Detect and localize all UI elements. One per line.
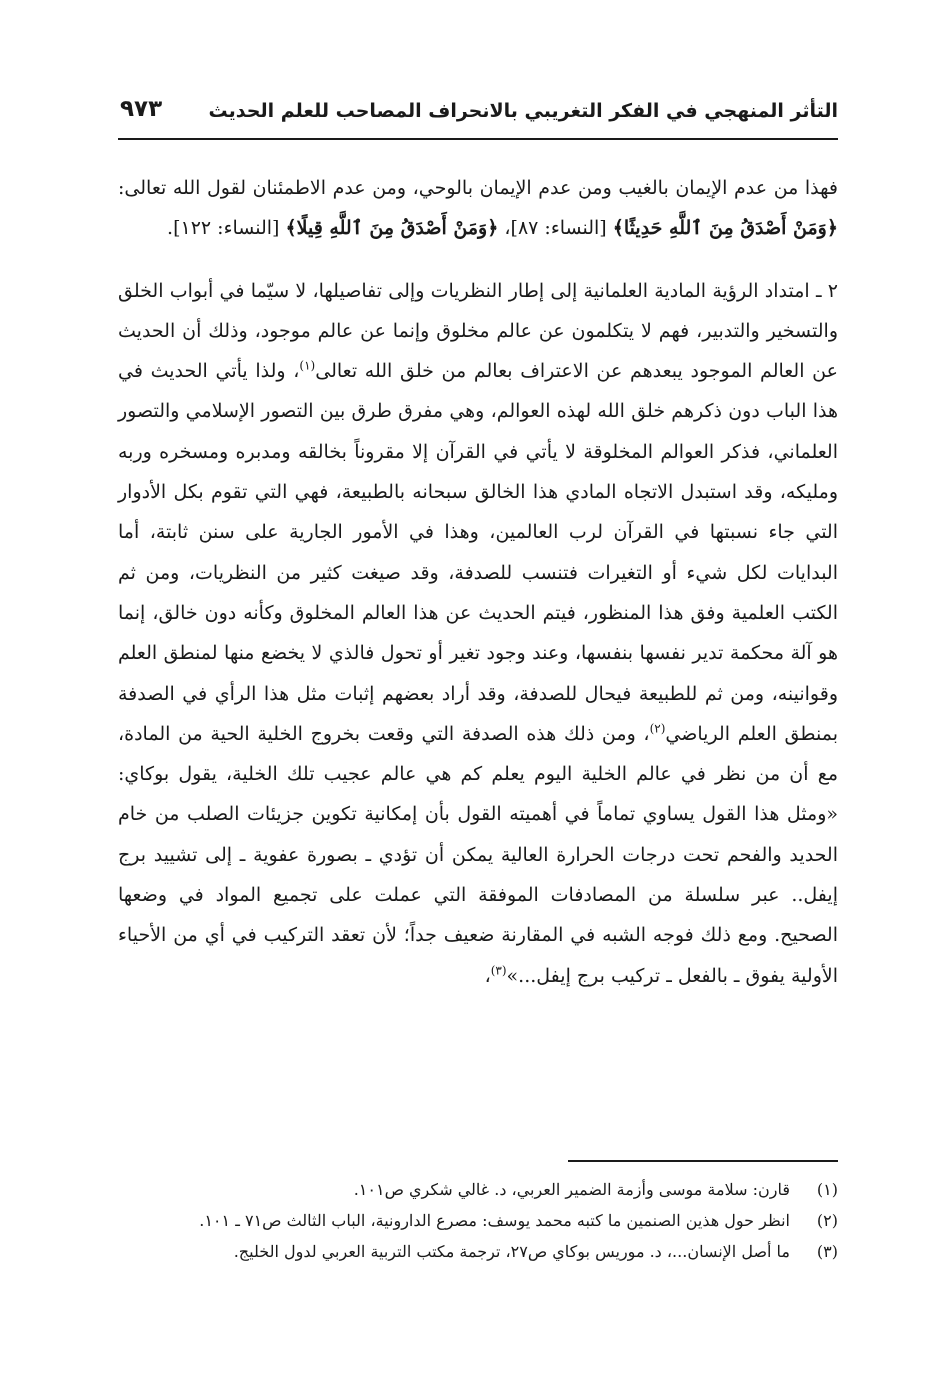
footnote-2 (118, 1205, 838, 1236)
paragraph-text: ، ولذا يأتي الحديث في هذا الباب دون ذكرهم خلق الله لهذه العوالم، وهي مفرق طرق بين التصور الإسلامي والتصور العلماني، فذكر العوالم المخلوقة لا يأتي في القرآن إلا مقروناً بخالقه ومدبره ومسخره وربه ومليكه، وقد استبدل الاتجاه المادي هذا الخالق سبحانه بالطبيعة، فهي التي تقوم بكل الأدوار التي جاء نسبتها في القرآن لرب العالمين، وهذا في الأمور الجارية على سنن ثابتة، أما البدايات لكل شيء أو التغيرات فتنسب للصدفة، وقد صيغت كثير من النظريات، ومن ثم الكتب العلمية وفق هذا المنظور، فيتم الحديث عن هذا العالم المخلوق وكأنه دون خالق، إنما هو آلة محكمة تدير نفسها بنفسها، وعند وجود تغير أو تحول فالذي لا يخضع منها لمنطق العلم وقوانينه، ومن ثم للطبيعة فيحال للصدفة، وقد أراد بعضهم إثبات مثل هذا الرأي في الصدفة بمنطق العلم الرياضي (118, 360, 838, 745)
page-number: ٩٧٣ (120, 96, 163, 122)
footnote-3 (118, 1236, 838, 1267)
paragraph-1 (118, 168, 838, 249)
body-text (118, 168, 838, 996)
quran-verse: ﴿وَمَنْ أَصْدَقُ مِنَ ٱللَّهِ حَدِيثًا﴾ (612, 217, 838, 240)
running-header (118, 92, 838, 132)
footnote-1 (118, 1174, 838, 1205)
paragraph-2 (118, 271, 838, 996)
footnote-number: (٢) (816, 1211, 838, 1230)
paragraph-text: ، (484, 964, 491, 987)
header-divider (118, 138, 838, 140)
footnote-ref-2[interactable]: (٢) (649, 721, 666, 736)
footnote-text: قارن: سلامة موسى وأزمة الضمير العربي، د. غالي شكري ص١٠١. (353, 1180, 790, 1199)
footnote-text: انظر حول هذين الصنمين ما كتبه محمد يوسف: مصرع الدارونية، الباب الثالث ص٧١ ـ ١٠١. (199, 1211, 790, 1230)
footnote-ref-3[interactable]: (٣) (490, 963, 507, 978)
footnote-number: (٣) (816, 1242, 838, 1261)
paragraph-text: فهذا من عدم الإيمان بالغيب ومن عدم الإيمان بالوحي، ومن عدم الاطمئنان لقول الله تعالى: (118, 177, 838, 199)
footnote-text: ما أصل الإنسان...، د. موريس بوكاي ص٢٧، ترجمة مكتب التربية العربي لدول الخليج. (233, 1242, 790, 1261)
header-title: التأثر المنهجي في الفكر التغريبي بالانحراف المصاحب للعلم الحديث (208, 100, 838, 122)
paragraph-text: ، ومن ذلك هذه الصدفة التي وقعت بخروج الخلية الحية من المادة، مع أن من نظر في عالم الخلية اليوم يعلم كم هي عالم عجيب تلك الخلية، يقول بوكاي: «ومثل هذا القول يساوي تماماً في أهميته القول بأن إمكانية تكوين جزيئات الصلب من خام الحديد والفحم تحت درجات الحرارة العالية يمكن أن تؤدي ـ بصورة عفوية ـ إلى تشييد برج إيفل.. عبر سلسلة من المصادفات الموفقة التي عملت على تجميع المواد في وضعها الصحيح. ومع ذلك فوجه الشبه في المقارنة ضعيف جداً؛ لأن تعقد التركيب في أي من الأحياء الأولية يفوق ـ بالفعل ـ تركيب برج إيفل...» (118, 722, 838, 987)
footnote-number: (١) (816, 1180, 838, 1199)
footnote-ref-1[interactable]: (١) (299, 358, 316, 373)
verse-citation: [النساء: ١٢٢]. (167, 217, 286, 240)
paragraph-text: ٢ ـ امتداد الرؤية المادية العلمانية إلى إطار النظريات وإلى تفاصيلها، لا سيّما في أبواب الخلق والتسخير والتدبير، فهم لا يتكلمون عن عالم مخلوق وإنما عن عالم موجود، وذلك أن الحديث عن العالم الموجود يبعدهم عن الاعتراف بعالم من خلق الله تعالى (118, 279, 838, 383)
footnotes (118, 1174, 838, 1267)
quran-verse: ﴿وَمَنْ أَصْدَقُ مِنَ ٱللَّهِ قِيلًا﴾ (285, 217, 499, 240)
footnote-divider (568, 1160, 838, 1162)
verse-citation: [النساء: ٨٧]، (498, 217, 613, 240)
